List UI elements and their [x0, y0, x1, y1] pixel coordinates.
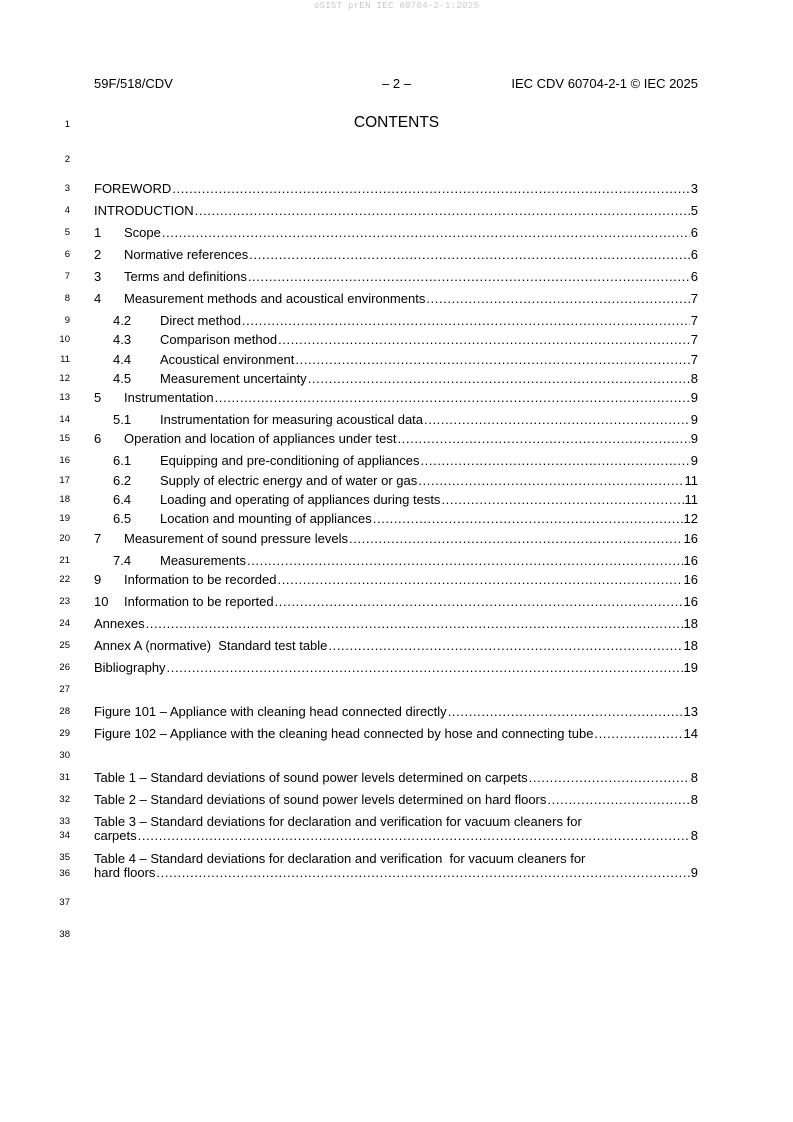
- document-standard-id: IEC CDV 60704-2-1 © IEC 2025: [511, 76, 698, 91]
- toc-entry-number: 10: [94, 594, 109, 609]
- dot-leader: [215, 390, 690, 406]
- line-number: 22: [59, 574, 70, 585]
- contents-title: CONTENTS: [353, 114, 440, 131]
- line-number: 1: [64, 119, 70, 130]
- dot-leader: [349, 531, 683, 547]
- toc-entry[interactable]: [94, 492, 698, 508]
- toc-entry[interactable]: [94, 269, 698, 285]
- dot-leader: [278, 332, 690, 348]
- toc-entry-title: Location and mounting of appliances: [160, 511, 372, 526]
- toc-entry-number: 7.4: [113, 553, 132, 568]
- toc-entry[interactable]: [94, 660, 698, 676]
- dot-leader: [156, 865, 689, 881]
- line-number: 11: [60, 354, 70, 365]
- dot-leader: [248, 269, 690, 285]
- toc-entry[interactable]: [94, 390, 698, 406]
- dot-leader: [146, 616, 683, 632]
- toc-entry-page: 7: [690, 332, 698, 347]
- toc-entry[interactable]: [94, 594, 698, 610]
- line-number: 8: [64, 293, 70, 304]
- dot-leader: [138, 828, 690, 844]
- toc-entry-page: 6: [690, 225, 698, 240]
- dot-leader: [547, 792, 689, 808]
- table-entry-page: 8: [690, 792, 698, 807]
- dot-leader: [242, 313, 690, 329]
- line-number: 38: [59, 929, 70, 940]
- toc-entry-number: 4: [94, 291, 102, 306]
- toc-entry-page: 3: [690, 181, 698, 196]
- toc-entry-title: Supply of electric energy and of water or gas: [160, 473, 418, 488]
- table-entry-page: 9: [690, 865, 698, 880]
- toc-entry-title: Equipping and pre-conditioning of appliances: [160, 453, 420, 468]
- table-entry-title: Table 4 – Standard deviations for declaration and verification for vacuum cleaners for: [94, 851, 586, 866]
- dot-leader: [397, 431, 689, 447]
- toc-entry-number: 1: [94, 225, 102, 240]
- table-entry[interactable]: [94, 770, 698, 786]
- dot-leader: [167, 660, 683, 676]
- dot-leader: [424, 412, 690, 428]
- toc-entry-number: 6: [94, 431, 102, 446]
- table-entry-title: Table 3 – Standard deviations for declaration and verification for vacuum cleaners for: [94, 814, 582, 829]
- table-entry-page: 8: [690, 770, 698, 785]
- toc-entry-page: 18: [683, 638, 698, 653]
- table-entry[interactable]: [94, 851, 698, 881]
- toc-entry-title: Direct method: [160, 313, 241, 328]
- toc-entry-page: 6: [690, 269, 698, 284]
- toc-entry-title: Information to be reported: [124, 594, 274, 609]
- toc-entry-page: 7: [690, 291, 698, 306]
- toc-entry-title: Bibliography: [94, 660, 166, 675]
- toc-entry-number: 4.4: [113, 352, 132, 367]
- dot-leader: [249, 247, 689, 263]
- dot-leader: [172, 181, 689, 197]
- line-number: 13: [59, 392, 70, 403]
- toc-entry-title: Instrumentation: [124, 390, 214, 405]
- table-entry-title-continued: carpets: [94, 828, 137, 843]
- line-number: 21: [59, 555, 70, 566]
- table-entry-title: Table 2 – Standard deviations of sound power levels determined on hard floors: [94, 792, 547, 807]
- document-reference: 59F/518/CDV: [94, 76, 173, 91]
- dot-leader: [426, 291, 689, 307]
- line-number: 7: [64, 271, 70, 282]
- toc-entry-page: 9: [690, 412, 698, 427]
- toc-entry-page: 7: [690, 352, 698, 367]
- toc-entry-number: 5: [94, 390, 102, 405]
- toc-entry[interactable]: [94, 181, 698, 197]
- dot-leader: [308, 371, 690, 387]
- table-entry[interactable]: [94, 814, 698, 844]
- toc-entry-page: 9: [690, 431, 698, 446]
- table-entry[interactable]: [94, 792, 698, 808]
- toc-entry[interactable]: [94, 225, 698, 241]
- line-number: 28: [59, 706, 70, 717]
- toc-entry-page: 9: [690, 453, 698, 468]
- toc-entry-page: 5: [690, 203, 698, 218]
- dot-leader: [441, 492, 683, 508]
- toc-entry-number: 6.5: [113, 511, 132, 526]
- line-number: 19: [59, 513, 70, 524]
- toc-entry[interactable]: [94, 511, 698, 527]
- dot-leader: [420, 453, 689, 469]
- toc-entry-title: Annexes: [94, 616, 145, 631]
- toc-entry[interactable]: [94, 531, 698, 547]
- line-number: 4: [64, 205, 70, 216]
- line-number: 2: [64, 154, 70, 165]
- line-number: 32: [59, 794, 70, 805]
- line-number: 10: [59, 334, 70, 345]
- toc-entry-title: Loading and operating of appliances during tests: [160, 492, 441, 507]
- toc-entry-page: 11: [684, 492, 698, 507]
- line-number: 3: [64, 183, 70, 194]
- dot-leader: [275, 594, 683, 610]
- toc-entry-title: Acoustical environment: [160, 352, 295, 367]
- toc-entry[interactable]: [94, 553, 698, 569]
- line-number: 33: [59, 816, 70, 827]
- toc-entry[interactable]: [94, 291, 698, 307]
- toc-entry-title: Comparison method: [160, 332, 278, 347]
- toc-entry-title: INTRODUCTION: [94, 203, 194, 218]
- toc-entry-title: Measurement methods and acoustical environments: [124, 291, 426, 306]
- watermark: oSIST prEN IEC 60704-2-1:2025: [313, 1, 480, 11]
- toc-entry-title: Scope: [124, 225, 161, 240]
- toc-entry[interactable]: [94, 332, 698, 348]
- toc-entry-number: 7: [94, 531, 102, 546]
- figure-entry-title: Figure 102 – Appliance with the cleaning head connected by hose and connecting tube: [94, 726, 594, 741]
- line-number: 31: [59, 772, 70, 783]
- toc-entry-page: 16: [683, 553, 698, 568]
- dot-leader: [594, 726, 682, 742]
- toc-entry-number: 3: [94, 269, 102, 284]
- toc-entry-number: 4.3: [113, 332, 132, 347]
- toc-entry-number: 9: [94, 572, 102, 587]
- page-number: – 2 –: [382, 76, 411, 91]
- line-number: 23: [59, 596, 70, 607]
- line-number: 18: [59, 494, 70, 505]
- toc-entry-title: Measurement of sound pressure levels: [124, 531, 349, 546]
- line-number: 24: [59, 618, 70, 629]
- toc-entry[interactable]: [94, 371, 698, 387]
- toc-entry[interactable]: [94, 431, 698, 447]
- dot-leader: [195, 203, 690, 219]
- toc-entry-title: FOREWORD: [94, 181, 172, 196]
- toc-entry-page: 16: [683, 531, 698, 546]
- toc-entry[interactable]: [94, 247, 698, 263]
- toc-entry[interactable]: [94, 473, 698, 489]
- toc-entry-page: 12: [683, 511, 698, 526]
- line-number: 20: [59, 533, 70, 544]
- figure-entry[interactable]: [94, 726, 698, 742]
- line-number: 35: [59, 852, 70, 863]
- toc-entry-number: 2: [94, 247, 102, 262]
- dot-leader: [328, 638, 682, 654]
- line-number: 12: [59, 373, 70, 384]
- table-entry-page: 8: [690, 828, 698, 843]
- dot-leader: [418, 473, 683, 489]
- dot-leader: [295, 352, 689, 368]
- toc-entry-number: 6.4: [113, 492, 132, 507]
- toc-entry[interactable]: [94, 412, 698, 428]
- line-number: 29: [59, 728, 70, 739]
- toc-entry-page: 19: [683, 660, 698, 675]
- toc-entry-title: Terms and definitions: [124, 269, 247, 284]
- toc-entry-page: 16: [683, 594, 698, 609]
- line-number: 6: [64, 249, 70, 260]
- toc-entry[interactable]: [94, 638, 698, 654]
- dot-leader: [247, 553, 683, 569]
- table-entry-title: Table 1 – Standard deviations of sound power levels determined on carpets: [94, 770, 528, 785]
- toc-entry[interactable]: [94, 313, 698, 329]
- toc-entry-number: 6.1: [113, 453, 132, 468]
- line-number: 5: [64, 227, 70, 238]
- dot-leader: [529, 770, 690, 786]
- line-number: 14: [59, 414, 70, 425]
- toc-entry-page: 11: [684, 473, 698, 488]
- dot-leader: [277, 572, 682, 588]
- toc-entry-page: 16: [683, 572, 698, 587]
- toc-entry[interactable]: [94, 453, 698, 469]
- toc-entry-title: Annex A (normative) Standard test table: [94, 638, 328, 653]
- toc-entry[interactable]: [94, 616, 698, 632]
- toc-entry-page: 6: [690, 247, 698, 262]
- toc-entry-page: 9: [690, 390, 698, 405]
- line-number: 17: [59, 475, 70, 486]
- toc-entry[interactable]: [94, 352, 698, 368]
- toc-entry-number: 6.2: [113, 473, 132, 488]
- dot-leader: [448, 704, 683, 720]
- figure-entry[interactable]: [94, 704, 698, 720]
- line-number: 36: [59, 868, 70, 879]
- toc-entry-title: Measurements: [160, 553, 246, 568]
- toc-entry-title: Operation and location of appliances under test: [124, 431, 397, 446]
- figure-entry-page: 14: [683, 726, 698, 741]
- toc-entry-number: 4.2: [113, 313, 132, 328]
- line-number: 37: [59, 897, 70, 908]
- line-number: 16: [59, 455, 70, 466]
- line-number: 9: [64, 315, 70, 326]
- toc-entry-title: Information to be recorded: [124, 572, 277, 587]
- toc-entry-title: Measurement uncertainty: [160, 371, 307, 386]
- table-entry-title-continued: hard floors: [94, 865, 156, 880]
- line-number: 15: [59, 433, 70, 444]
- dot-leader: [373, 511, 683, 527]
- toc-entry-page: 18: [683, 616, 698, 631]
- toc-entry-number: 5.1: [113, 412, 132, 427]
- line-number: 27: [59, 684, 70, 695]
- line-number: 30: [59, 750, 70, 761]
- line-number: 26: [59, 662, 70, 673]
- figure-entry-title: Figure 101 – Appliance with cleaning head connected directly: [94, 704, 447, 719]
- toc-entry-title: Instrumentation for measuring acoustical data: [160, 412, 424, 427]
- toc-entry-title: Normative references: [124, 247, 249, 262]
- dot-leader: [162, 225, 690, 241]
- toc-entry-page: 7: [690, 313, 698, 328]
- toc-entry-number: 4.5: [113, 371, 132, 386]
- toc-entry[interactable]: [94, 572, 698, 588]
- line-number: 25: [59, 640, 70, 651]
- figure-entry-page: 13: [683, 704, 698, 719]
- toc-entry[interactable]: [94, 203, 698, 219]
- toc-entry-page: 8: [690, 371, 698, 386]
- line-number: 34: [59, 830, 70, 841]
